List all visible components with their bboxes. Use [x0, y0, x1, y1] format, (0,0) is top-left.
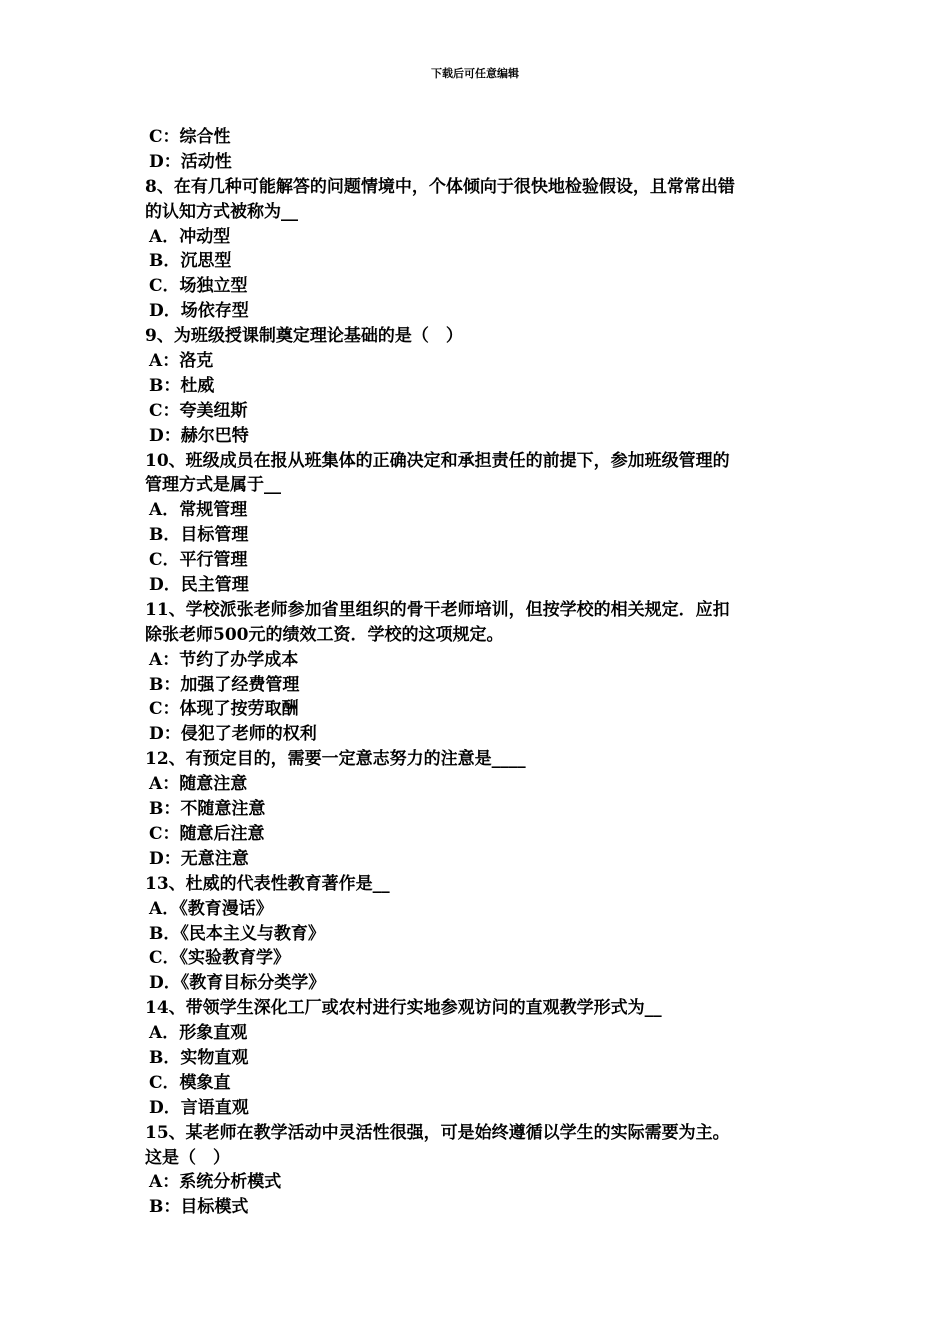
question-text: 10、班级成员在报从班集体的正确决定和承担责任的前提下，参加班级管理的 — [145, 450, 730, 471]
answer-option: A：洛克 — [149, 351, 214, 372]
page-header: 下载后可任意编辑 — [431, 67, 519, 80]
answer-option: A．冲动型 — [149, 226, 231, 247]
question-text: 9、为班级授课制奠定理论基础的是（ ） — [145, 326, 463, 347]
answer-option: B．实物直观 — [149, 1047, 249, 1068]
question-text: 13、杜威的代表性教育著作是__ — [145, 873, 390, 894]
answer-option: D：侵犯了老师的权利 — [149, 724, 317, 745]
question-text: 12、有预定目的，需要一定意志努力的注意是____ — [145, 749, 526, 770]
question-text: 管理方式是属于__ — [145, 475, 281, 496]
answer-option: C：体现了按劳取酬 — [149, 699, 299, 720]
question-text: 8、在有几种可能解答的问题情境中，个体倾向于很快地检验假设，且常常出错 — [145, 176, 735, 197]
answer-option: A．形象直观 — [149, 1023, 248, 1044]
answer-option: B：目标模式 — [149, 1197, 249, 1218]
answer-option: D．言语直观 — [149, 1097, 249, 1118]
answer-option: C：夸美纽斯 — [149, 400, 248, 421]
answer-option: D：无意注意 — [149, 848, 249, 869]
answer-option: B．《民本主义与教育》 — [149, 923, 325, 944]
answer-option: B：加强了经费管理 — [149, 674, 300, 695]
question-text: 这是（ ） — [145, 1147, 230, 1168]
question-text: 14、带领学生深化工厂或农村进行实地参观访问的直观教学形式为__ — [145, 998, 662, 1019]
answer-option: C：综合性 — [149, 127, 231, 147]
answer-option: C．《实验教育学》 — [149, 948, 291, 969]
answer-option: B．目标管理 — [149, 525, 249, 546]
answer-option: C．平行管理 — [149, 550, 248, 571]
answer-option: B：不随意注意 — [149, 799, 266, 820]
answer-option: C．模象直 — [149, 1072, 231, 1093]
answer-option: A：随意注意 — [149, 774, 248, 795]
answer-option: D．《教育目标分类学》 — [149, 973, 326, 994]
question-text: 除张老师500元的绩效工资．学校的这项规定。 — [145, 624, 504, 645]
answer-option: D．民主管理 — [149, 575, 249, 596]
answer-option: A．常规管理 — [149, 500, 248, 521]
answer-option: A：节约了办学成本 — [149, 649, 299, 670]
answer-option: A：系统分析模式 — [149, 1172, 282, 1193]
answer-option: B．沉思型 — [149, 251, 232, 272]
answer-option: B：杜威 — [149, 375, 215, 396]
answer-option: D：赫尔巴特 — [149, 425, 249, 446]
answer-option: C：随意后注意 — [149, 823, 265, 844]
answer-option: D．场依存型 — [149, 301, 249, 322]
question-text: 的认知方式被称为__ — [145, 201, 298, 222]
question-text: 15、某老师在教学活动中灵活性很强，可是始终遵循以学生的实际需要为主。 — [145, 1122, 730, 1143]
answer-option: A．《教育漫话》 — [149, 898, 273, 919]
answer-option: C．场独立型 — [149, 276, 248, 297]
question-text: 11、学校派张老师参加省里组织的骨干老师培训，但按学校的相关规定．应扣 — [145, 599, 730, 620]
answer-option: D：活动性 — [149, 151, 232, 172]
document-body — [145, 125, 810, 1220]
